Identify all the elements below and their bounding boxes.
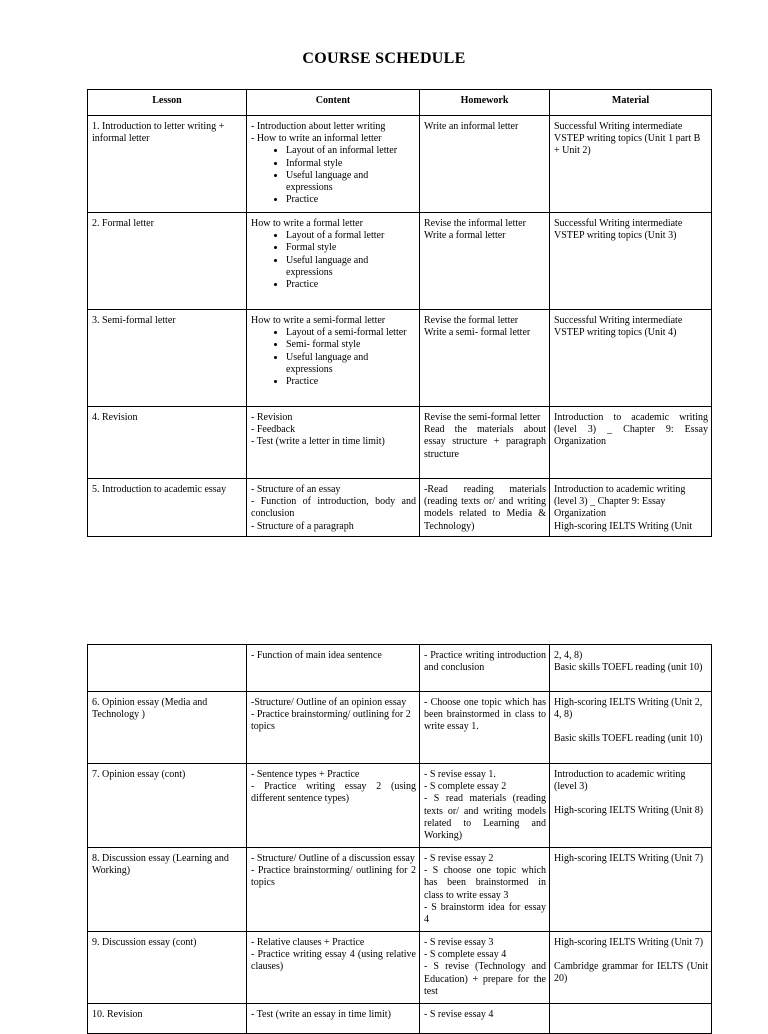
- list-item: • Layout of an informal letter: [286, 145, 416, 157]
- homework-cell: - S revise essay 1. - S complete essay 2 - S read materials (reading texts or/ and writing models related to Learning and Working): [420, 764, 550, 848]
- lesson-cell: 2. Formal letter: [88, 213, 247, 310]
- list-item: • Formal style: [286, 242, 416, 254]
- homework-cell: -Read reading materials (reading texts or/ and writing models related to Media & Technology): [420, 479, 550, 537]
- material-cell: [550, 1004, 712, 1034]
- content-cell: - Function of main idea sentence: [247, 645, 420, 692]
- table-row: [88, 645, 712, 692]
- table-row: [88, 407, 712, 479]
- content-cell: - Sentence types + Practice - Practice writing essay 2 (using different sentence types): [247, 764, 420, 848]
- homework-cell: - S revise essay 2 - S choose one topic which has been brainstormed in class to write essay 3 - S brainstorm idea for essay 4: [420, 848, 550, 932]
- header-homework: Homework: [420, 90, 550, 116]
- list-item: • Layout of a formal letter: [286, 230, 416, 242]
- material-cell: Successful Writing intermediate VSTEP writing topics (Unit 1 part B + Unit 2): [550, 116, 712, 213]
- lesson-cell: 4. Revision: [88, 407, 247, 479]
- lesson-cell: 8. Discussion essay (Learning and Working): [88, 848, 247, 932]
- lesson-cell: 7. Opinion essay (cont): [88, 764, 247, 848]
- list-item: • Useful language and expressions: [286, 255, 416, 279]
- table-row: [88, 479, 712, 537]
- content-bullets: [251, 145, 416, 206]
- content-cell: - Test (write an essay in time limit): [247, 1004, 420, 1034]
- material-cell: 2, 4, 8) Basic skills TOEFL reading (unit 10): [550, 645, 712, 692]
- table-row: [88, 1004, 712, 1034]
- content-cell: How to write a formal letter • Layout of a formal letter • Formal style • Useful language and expressions • Practice: [247, 213, 420, 310]
- table-row: [88, 213, 712, 310]
- table-row: [88, 764, 712, 848]
- list-item: • Layout of a semi-formal letter: [286, 327, 416, 339]
- content-cell: - Relative clauses + Practice - Practice writing essay 4 (using relative clauses): [247, 932, 420, 1004]
- list-item: • Practice: [286, 376, 416, 388]
- lesson-cell: 6. Opinion essay (Media and Technology ): [88, 692, 247, 764]
- lesson-cell: [88, 645, 247, 692]
- page-title: COURSE SCHEDULE: [302, 50, 466, 67]
- lesson-cell: 1. Introduction to letter writing + informal letter: [88, 116, 247, 213]
- header-lesson: Lesson: [88, 90, 247, 116]
- content-bullets: [251, 327, 416, 388]
- table-row: [88, 848, 712, 932]
- homework-cell: Revise the informal letter Write a formal letter: [420, 213, 550, 310]
- list-item: • Practice: [286, 194, 416, 206]
- table-row: [88, 116, 712, 213]
- schedule-table-continued: [87, 644, 712, 1034]
- homework-cell: - S revise essay 4: [420, 1004, 550, 1034]
- lesson-cell: 5. Introduction to academic essay: [88, 479, 247, 537]
- homework-cell: Revise the semi-formal letter Read the materials about essay structure + paragraph structure: [420, 407, 550, 479]
- lesson-cell: 10. Revision: [88, 1004, 247, 1034]
- list-item: • Informal style: [286, 158, 416, 170]
- material-cell: Successful Writing intermediate VSTEP writing topics (Unit 4): [550, 310, 712, 407]
- material-cell: Introduction to academic writing (level 3) _ Chapter 9: Essay Organization: [550, 407, 712, 479]
- list-item: • Useful language and expressions: [286, 170, 416, 194]
- material-cell: High-scoring IELTS Writing (Unit 7) Cambridge grammar for IELTS (Unit 20): [550, 932, 712, 1004]
- homework-cell: - Choose one topic which has been brainstormed in class to write essay 1.: [420, 692, 550, 764]
- material-cell: High-scoring IELTS Writing (Unit 2, 4, 8) Basic skills TOEFL reading (unit 10): [550, 692, 712, 764]
- header-material: Material: [550, 90, 712, 116]
- list-item: • Practice: [286, 279, 416, 291]
- content-cell: -Structure/ Outline of an opinion essay - Practice brainstorming/ outlining for 2 topics: [247, 692, 420, 764]
- homework-cell: Revise the formal letter Write a semi- formal letter: [420, 310, 550, 407]
- lesson-cell: 9. Discussion essay (cont): [88, 932, 247, 1004]
- table-row: [88, 692, 712, 764]
- header-content: Content: [247, 90, 420, 116]
- content-cell: - Structure/ Outline of a discussion essay - Practice brainstorming/ outlining for 2 topics: [247, 848, 420, 932]
- table-row: [88, 932, 712, 1004]
- homework-cell: Write an informal letter: [420, 116, 550, 213]
- content-cell: How to write a semi-formal letter • Layout of a semi-formal letter • Semi- formal style • Useful language and expressions • Practice: [247, 310, 420, 407]
- list-item: • Useful language and expressions: [286, 352, 416, 376]
- content-bullets: [251, 230, 416, 291]
- material-cell: Successful Writing intermediate VSTEP writing topics (Unit 3): [550, 213, 712, 310]
- table-header-row: [88, 90, 712, 116]
- list-item: • Semi- formal style: [286, 339, 416, 351]
- table-row: [88, 310, 712, 407]
- homework-cell: - S revise essay 3 - S complete essay 4 - S revise (Technology and Education) + prepare for the test: [420, 932, 550, 1004]
- content-cell: - Introduction about letter writing - How to write an informal letter • Layout of an informal letter • Informal style • Useful language and expressions • Practice: [247, 116, 420, 213]
- content-cell: - Structure of an essay - Function of introduction, body and conclusion - Structure of a paragraph: [247, 479, 420, 537]
- lesson-cell: 3. Semi-formal letter: [88, 310, 247, 407]
- homework-cell: - Practice writing introduction and conclusion: [420, 645, 550, 692]
- material-cell: High-scoring IELTS Writing (Unit 7): [550, 848, 712, 932]
- material-cell: Introduction to academic writing (level 3) _ Chapter 9: Essay Organization High-scoring IELTS Writing (Unit: [550, 479, 712, 537]
- content-cell: - Revision - Feedback - Test (write a letter in time limit): [247, 407, 420, 479]
- schedule-table: [87, 89, 712, 537]
- material-cell: Introduction to academic writing (level 3) High-scoring IELTS Writing (Unit 8): [550, 764, 712, 848]
